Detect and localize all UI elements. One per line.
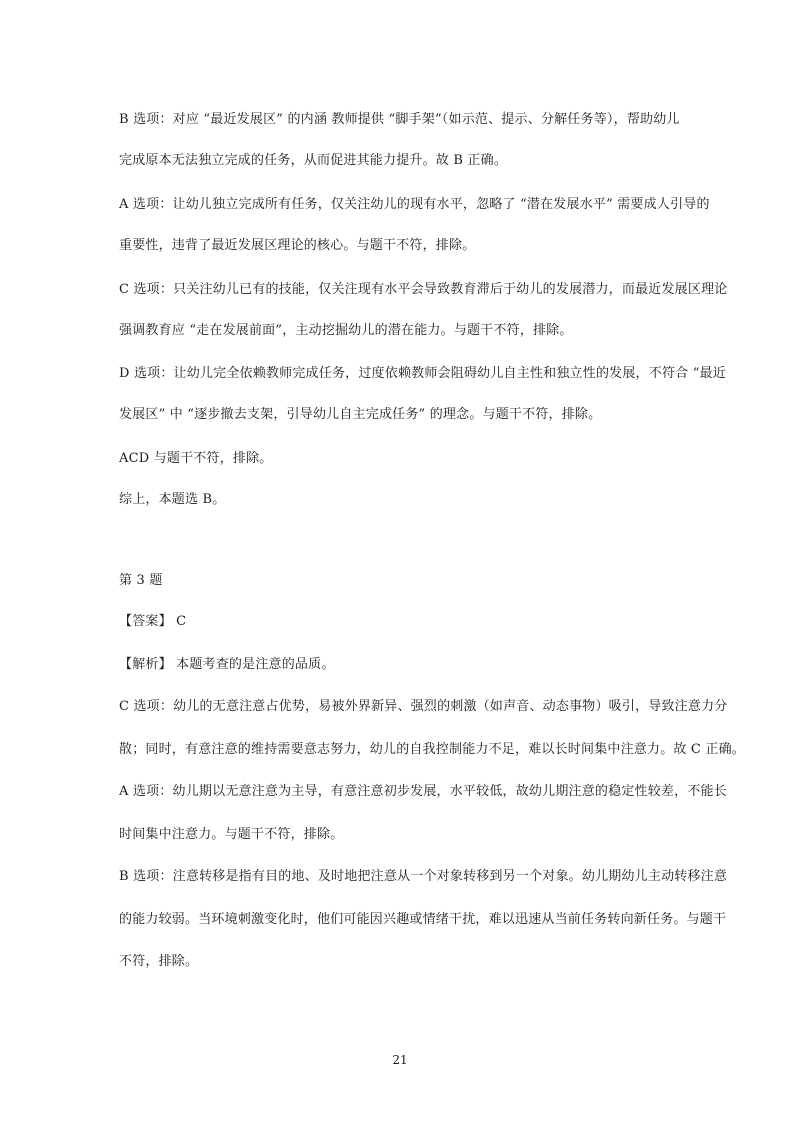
text-line: 综上，本题选 B。 — [119, 492, 226, 507]
text-line: B 选项：注意转移是指有目的地、及时地把注意从一个对象转移到另一个对象。幼儿期幼儿主动转移注意 — [119, 869, 728, 884]
answer-line: 【答案】 C — [119, 614, 187, 629]
text-line: D 选项：让幼儿完全依赖教师完成任务，过度依赖教师会阻碍幼儿自主性和独立性的发展，不符合 “最近 — [119, 366, 726, 381]
text-line: B 选项：对应 “最近发展区” 的内涵 教师提供 “脚手架”（如示范、提示、分解任务等），帮助幼儿 — [119, 112, 680, 127]
text-line: 的能力较弱。当环境刺激变化时，他们可能因兴趣或情绪干扰，难以迅速从当前任务转向新任务。与题干 — [119, 912, 727, 927]
text-line: C 选项：幼儿的无意注意占优势，易被外界新异、强烈的刺激（如声音、动态事物）吸引，导致注意力分 — [119, 699, 728, 714]
text-line: C 选项：只关注幼儿已有的技能，仅关注现有水平会导致教育滞后于幼儿的发展潜力，而最近发展区理论 — [119, 282, 728, 297]
page-number: 21 — [392, 1053, 408, 1067]
text-line: 发展区” 中 “逐步撤去支架，引导幼儿自主完成任务” 的理念。与题干不符，排除。 — [119, 407, 602, 422]
text-line: A 选项：让幼儿独立完成所有任务，仅关注幼儿的现有水平，忽略了 “潜在发展水平” 需要成人引导的 — [119, 197, 710, 212]
text-line: 强调教育应 “走在发展前面”，主动挖掘幼儿的潜在能力。与题干不符，排除。 — [119, 323, 573, 338]
text-line: 时间集中注意力。与题干不符，排除。 — [119, 827, 344, 842]
text-line: ACD 与题干不符，排除。 — [119, 451, 273, 466]
text-line: 散；同时，有意注意的维持需要意志努力，幼儿的自我控制能力不足，难以长时间集中注意力。故 C 正确。 — [119, 742, 746, 757]
text-line: A 选项：幼儿期以无意注意为主导，有意注意初步发展，水平较低，故幼儿期注意的稳定性较差，不能长 — [119, 784, 727, 799]
text-line: 不符，排除。 — [119, 954, 199, 969]
text-line: 完成原本无法独立完成的任务，从而促进其能力提升。故 B 正确。 — [119, 153, 508, 168]
text-line: 重要性，违背了最近发展区理论的核心。与题干不符，排除。 — [119, 238, 476, 253]
question-heading: 第 3 题 — [119, 573, 163, 588]
analysis-line: 【解析】 本题考查的是注意的品质。 — [119, 657, 335, 672]
